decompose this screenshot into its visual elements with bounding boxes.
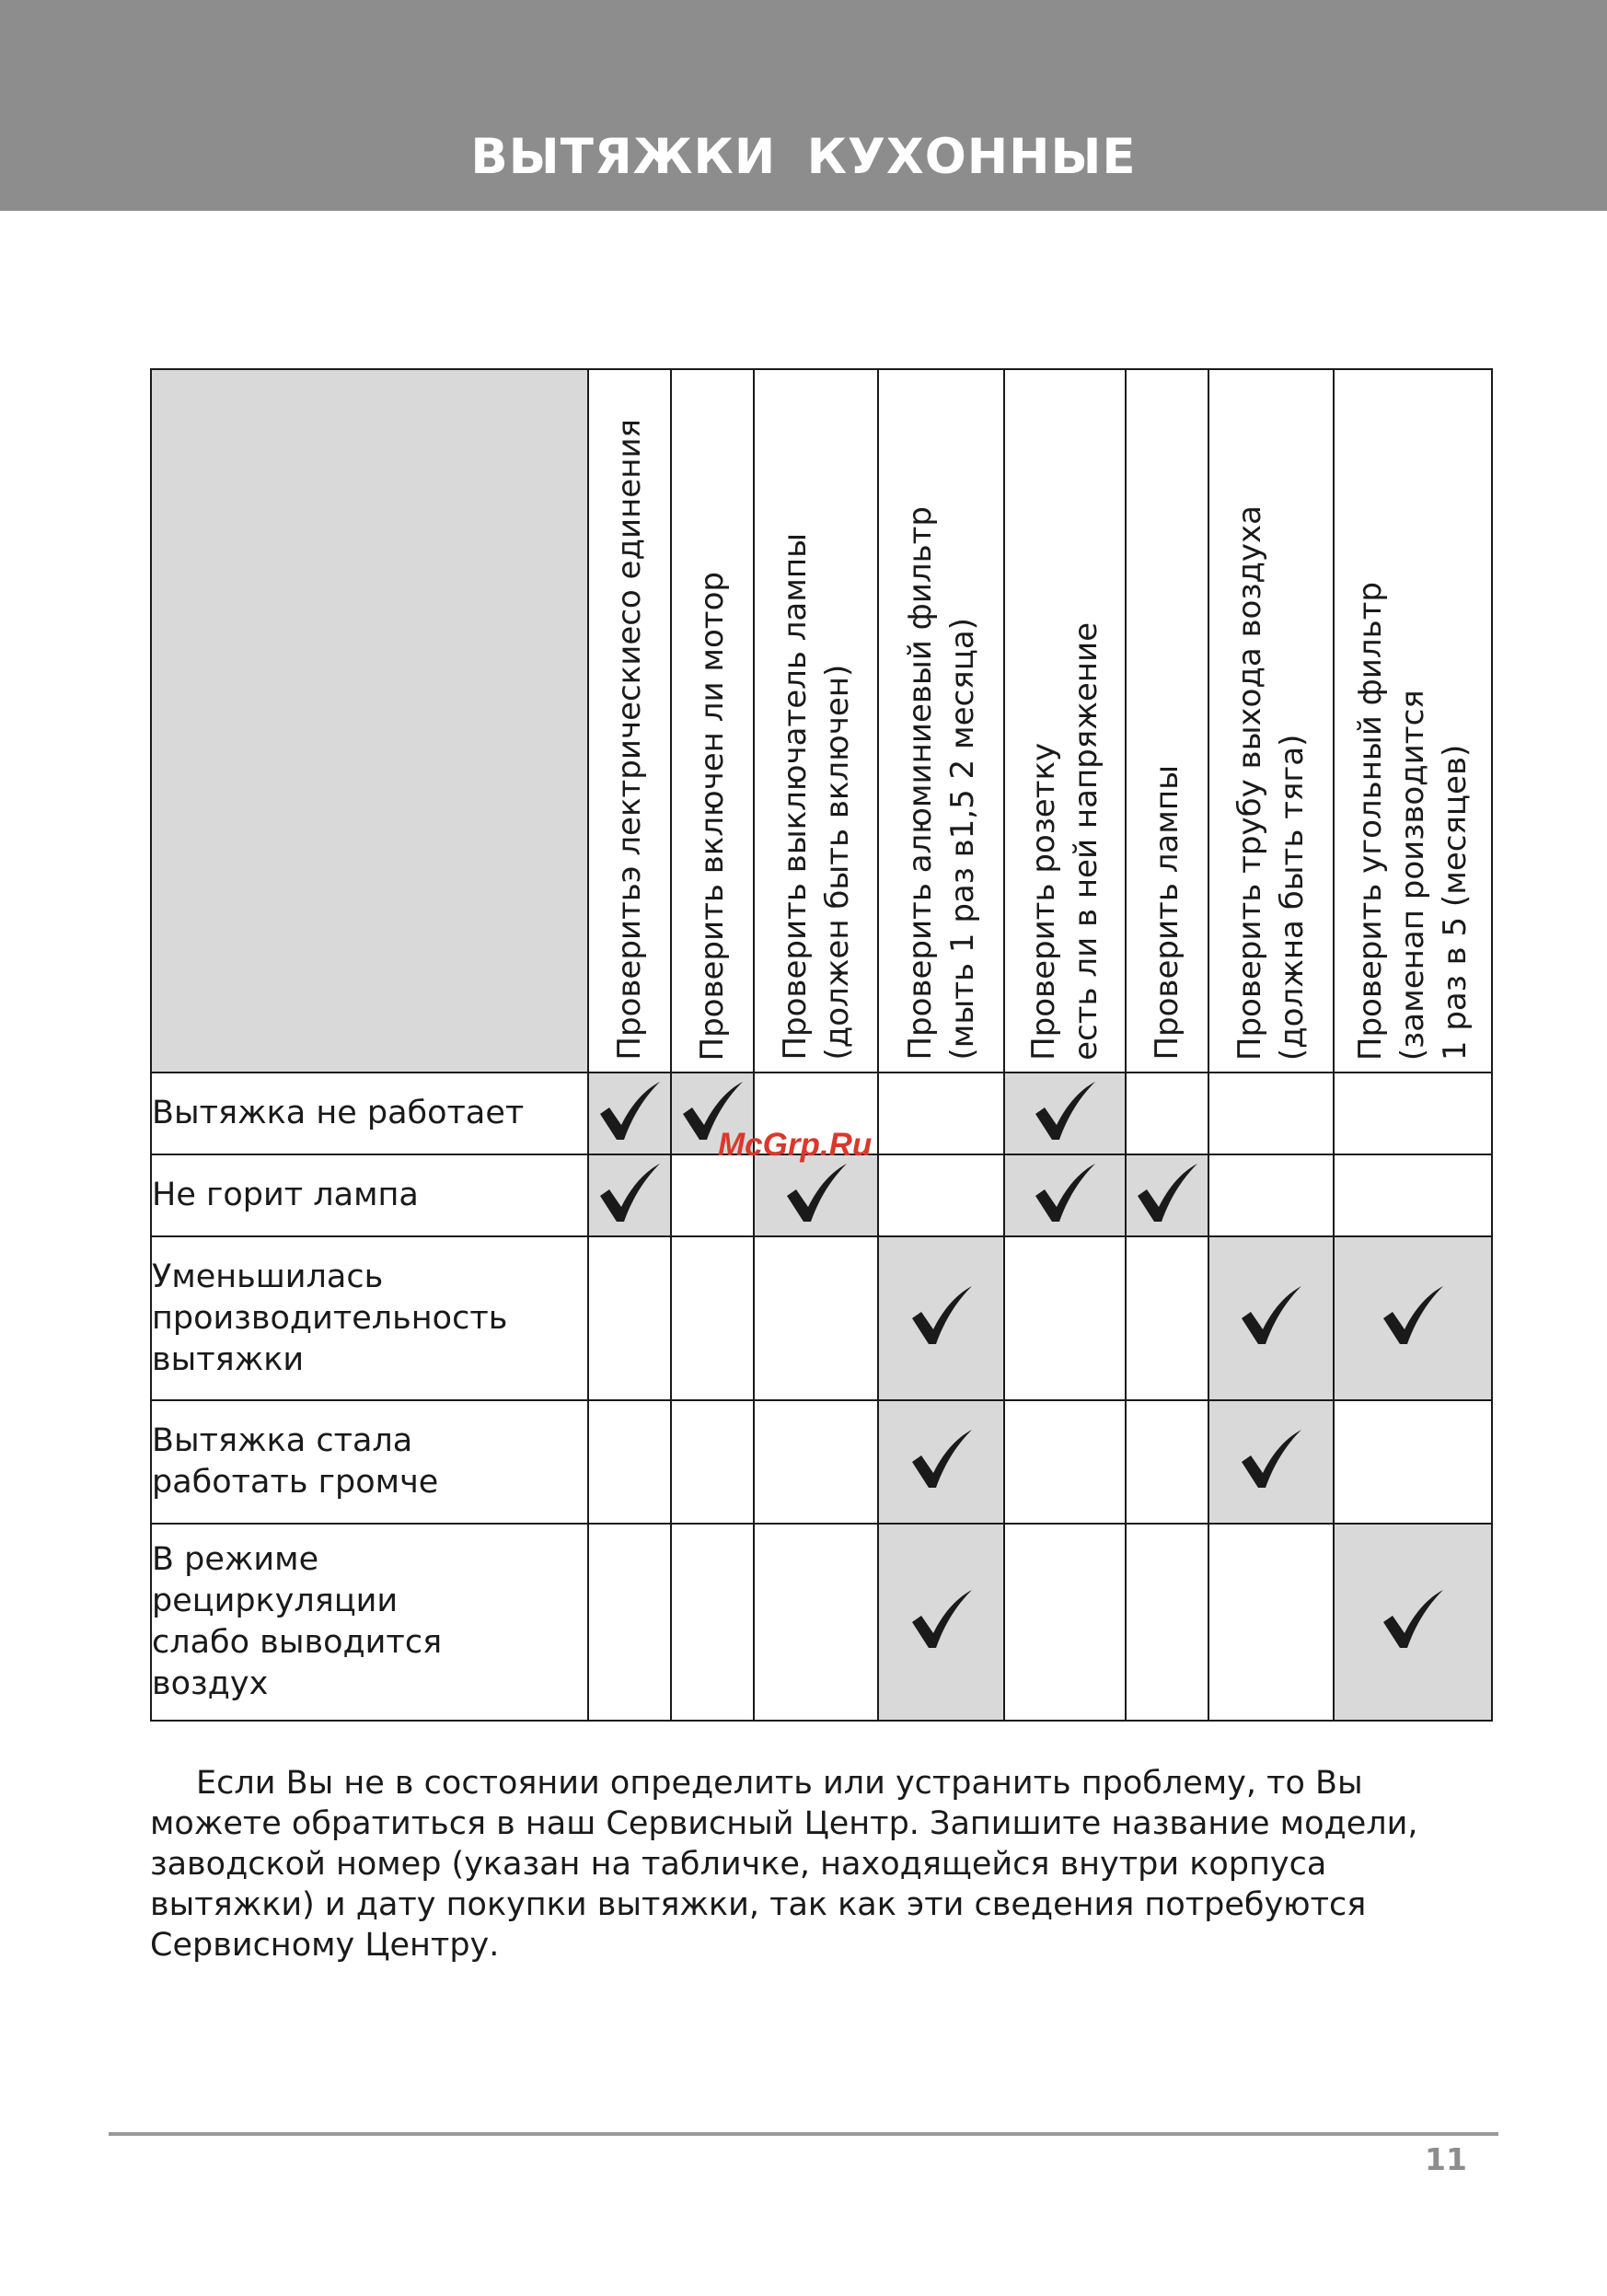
checked-cell: [1334, 1236, 1492, 1400]
table-row: [151, 1154, 1492, 1236]
column-header: [671, 369, 754, 1073]
row-label: В режиме рециркуляции слабо выводится воздух: [151, 1524, 588, 1721]
checkmark-icon: [596, 1079, 663, 1145]
checkmark-icon: [1032, 1161, 1098, 1227]
empty-cell: [671, 1236, 754, 1400]
checkmark-icon: [783, 1161, 850, 1227]
row-label: Не горит лампа: [151, 1154, 588, 1236]
checkmark-icon: [1380, 1587, 1446, 1653]
empty-cell: [1208, 1154, 1334, 1236]
checkmark-icon: [1032, 1079, 1098, 1145]
troubleshooting-table: [150, 368, 1493, 1722]
empty-cell: [1208, 1073, 1334, 1154]
watermark: McGrp.Ru: [718, 1127, 873, 1163]
column-header-text: Проверитьэ лектрическиесо единения: [611, 419, 648, 1061]
empty-cell: [754, 1400, 878, 1524]
column-header-text: Проверить выключатель лампы (должен быть включен): [776, 533, 856, 1061]
checked-cell: [1004, 1154, 1126, 1236]
empty-cell: [671, 1154, 754, 1236]
service-note: Если Вы не в состоянии определить или устранить проблему, то Вы можете обратиться в наш Сервисный Центр. Запишите название модели, заводской номер (указан на табличке, находящейся внутри корпуса вытяжки) и дату покупки вытяжки, так как эти сведения потребуются Сервисному Центру.: [150, 1765, 1418, 1964]
column-header-text: Проверить розетку есть ли в ней напряжение: [1025, 622, 1104, 1061]
checked-cell: [1334, 1524, 1492, 1721]
column-header: [1126, 369, 1208, 1073]
empty-cell: [1208, 1524, 1334, 1721]
empty-cell: [878, 1154, 1004, 1236]
column-header-text: Проверить лампы: [1149, 765, 1185, 1061]
checkmark-icon: [908, 1283, 975, 1350]
checkmark-icon: [1134, 1161, 1200, 1227]
empty-cell: [754, 1236, 878, 1400]
table-header-row: [151, 369, 1492, 1073]
column-header: [1004, 369, 1126, 1073]
empty-cell: [1004, 1400, 1126, 1524]
empty-cell: [588, 1400, 671, 1524]
empty-cell: [671, 1524, 754, 1721]
column-header: [878, 369, 1004, 1073]
table-row: [151, 1400, 1492, 1524]
empty-cell: [588, 1236, 671, 1400]
checked-cell: [1126, 1154, 1208, 1236]
empty-cell: [1126, 1400, 1208, 1524]
page-header: [0, 0, 1607, 211]
checkmark-icon: [908, 1587, 975, 1653]
empty-cell: [1004, 1524, 1126, 1721]
empty-cell: [878, 1073, 1004, 1154]
column-header: [1208, 369, 1334, 1073]
empty-cell: [1126, 1524, 1208, 1721]
empty-cell: [1334, 1073, 1492, 1154]
checked-cell: [1208, 1400, 1334, 1524]
column-header-text: Проверить алюминиевый фильтр (мыть 1 раз в1,5 2 месяца): [901, 506, 981, 1061]
row-label: Вытяжка стала работать громче: [151, 1400, 588, 1524]
footer-divider: [109, 2132, 1498, 2136]
empty-cell: [671, 1400, 754, 1524]
table-corner-cell: [151, 369, 588, 1073]
row-label: Вытяжка не работает: [151, 1073, 588, 1154]
checkmark-icon: [1238, 1283, 1304, 1350]
column-header: [1334, 369, 1492, 1073]
checkmark-icon: [596, 1161, 663, 1227]
page-number: 11: [1425, 2141, 1467, 2177]
checked-cell: [878, 1524, 1004, 1721]
table-row: [151, 1524, 1492, 1721]
page-title: ВЫТЯЖКИ КУХОННЫЕ: [470, 129, 1137, 185]
empty-cell: [1004, 1236, 1126, 1400]
column-header: [588, 369, 671, 1073]
checked-cell: [878, 1400, 1004, 1524]
empty-cell: [1126, 1236, 1208, 1400]
empty-cell: [754, 1524, 878, 1721]
table-body: [151, 1073, 1492, 1721]
empty-cell: [1334, 1400, 1492, 1524]
checked-cell: [754, 1154, 878, 1236]
column-header-text: Проверить включен ли мотор: [694, 571, 731, 1061]
checked-cell: [588, 1154, 671, 1236]
checked-cell: [878, 1236, 1004, 1400]
row-label: Уменьшилась производительность вытяжки: [151, 1236, 588, 1400]
checked-cell: [1208, 1236, 1334, 1400]
checkmark-icon: [908, 1427, 975, 1493]
checkmark-icon: [1380, 1283, 1446, 1350]
column-header: [754, 369, 878, 1073]
empty-cell: [1126, 1073, 1208, 1154]
checkmark-icon: [1238, 1427, 1304, 1493]
empty-cell: [1334, 1154, 1492, 1236]
table-row: [151, 1236, 1492, 1400]
checked-cell: [1004, 1073, 1126, 1154]
column-header-text: Проверить угольный фильтр (заменап роизводится 1 раз в 5 (месяцев): [1352, 581, 1474, 1061]
checked-cell: [588, 1073, 671, 1154]
column-header-text: Проверить трубу выхода воздуха (должна быть тяга): [1231, 504, 1311, 1061]
empty-cell: [588, 1524, 671, 1721]
